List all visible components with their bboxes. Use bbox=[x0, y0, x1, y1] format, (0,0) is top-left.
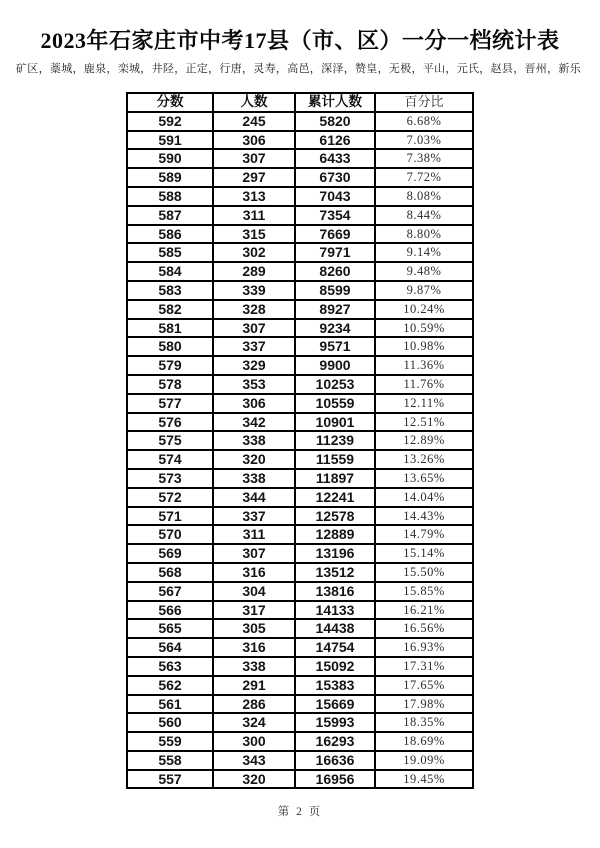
cumulative-count-cell: 6126 bbox=[295, 131, 375, 150]
count-cell: 328 bbox=[213, 300, 295, 319]
column-header-score: 分数 bbox=[127, 93, 213, 112]
table-row bbox=[127, 770, 473, 789]
percentage-cell: 14.04% bbox=[375, 488, 473, 507]
percentage-cell: 17.65% bbox=[375, 676, 473, 695]
score-cell: 560 bbox=[127, 713, 213, 732]
percentage-cell: 9.48% bbox=[375, 262, 473, 281]
score-cell: 586 bbox=[127, 225, 213, 244]
percentage-cell: 14.43% bbox=[375, 507, 473, 526]
percentage-cell: 12.51% bbox=[375, 413, 473, 432]
cumulative-count-cell: 12889 bbox=[295, 525, 375, 544]
score-cell: 565 bbox=[127, 619, 213, 638]
table-row bbox=[127, 563, 473, 582]
cumulative-count-cell: 14754 bbox=[295, 638, 375, 657]
cumulative-count-cell: 6433 bbox=[295, 149, 375, 168]
percentage-cell: 15.85% bbox=[375, 582, 473, 601]
cumulative-count-cell: 7354 bbox=[295, 206, 375, 225]
count-cell: 320 bbox=[213, 770, 295, 789]
table-row bbox=[127, 300, 473, 319]
cumulative-count-cell: 12578 bbox=[295, 507, 375, 526]
score-cell: 558 bbox=[127, 751, 213, 770]
count-cell: 306 bbox=[213, 394, 295, 413]
table-row bbox=[127, 356, 473, 375]
score-cell: 561 bbox=[127, 695, 213, 714]
table-row bbox=[127, 375, 473, 394]
score-cell: 581 bbox=[127, 319, 213, 338]
table-row bbox=[127, 131, 473, 150]
percentage-cell: 15.50% bbox=[375, 563, 473, 582]
table-row bbox=[127, 732, 473, 751]
score-cell: 579 bbox=[127, 356, 213, 375]
score-cell: 559 bbox=[127, 732, 213, 751]
table-row bbox=[127, 112, 473, 131]
percentage-cell: 15.14% bbox=[375, 544, 473, 563]
cumulative-count-cell: 16636 bbox=[295, 751, 375, 770]
score-cell: 591 bbox=[127, 131, 213, 150]
cumulative-count-cell: 13196 bbox=[295, 544, 375, 563]
cumulative-count-cell: 7971 bbox=[295, 243, 375, 262]
count-cell: 304 bbox=[213, 582, 295, 601]
column-header-count: 人数 bbox=[213, 93, 295, 112]
count-cell: 337 bbox=[213, 337, 295, 356]
score-cell: 574 bbox=[127, 450, 213, 469]
column-header-percentage: 百分比 bbox=[375, 93, 473, 112]
count-cell: 306 bbox=[213, 131, 295, 150]
table-row bbox=[127, 413, 473, 432]
count-cell: 329 bbox=[213, 356, 295, 375]
percentage-cell: 16.56% bbox=[375, 619, 473, 638]
cumulative-count-cell: 9900 bbox=[295, 356, 375, 375]
percentage-cell: 10.98% bbox=[375, 337, 473, 356]
percentage-cell: 10.24% bbox=[375, 300, 473, 319]
score-cell: 589 bbox=[127, 168, 213, 187]
percentage-cell: 14.79% bbox=[375, 525, 473, 544]
score-cell: 569 bbox=[127, 544, 213, 563]
table-row bbox=[127, 337, 473, 356]
count-cell: 342 bbox=[213, 413, 295, 432]
table-row bbox=[127, 676, 473, 695]
page-number: 第 2 页 bbox=[277, 806, 323, 819]
count-cell: 353 bbox=[213, 375, 295, 394]
score-cell: 567 bbox=[127, 582, 213, 601]
percentage-cell: 11.36% bbox=[375, 356, 473, 375]
percentage-cell: 6.68% bbox=[375, 112, 473, 131]
cumulative-count-cell: 10559 bbox=[295, 394, 375, 413]
cumulative-count-cell: 7043 bbox=[295, 187, 375, 206]
cumulative-count-cell: 14438 bbox=[295, 619, 375, 638]
percentage-cell: 7.72% bbox=[375, 168, 473, 187]
score-cell: 566 bbox=[127, 601, 213, 620]
table-row bbox=[127, 319, 473, 338]
table-row bbox=[127, 262, 473, 281]
cumulative-count-cell: 15092 bbox=[295, 657, 375, 676]
table-row bbox=[127, 657, 473, 676]
cumulative-count-cell: 11559 bbox=[295, 450, 375, 469]
count-cell: 289 bbox=[213, 262, 295, 281]
cumulative-count-cell: 9234 bbox=[295, 319, 375, 338]
cumulative-count-cell: 16293 bbox=[295, 732, 375, 751]
table-row bbox=[127, 149, 473, 168]
percentage-cell: 10.59% bbox=[375, 319, 473, 338]
count-cell: 300 bbox=[213, 732, 295, 751]
table-row bbox=[127, 431, 473, 450]
table-row bbox=[127, 695, 473, 714]
percentage-cell: 17.31% bbox=[375, 657, 473, 676]
count-cell: 316 bbox=[213, 638, 295, 657]
cumulative-count-cell: 14133 bbox=[295, 601, 375, 620]
table-row bbox=[127, 469, 473, 488]
percentage-cell: 11.76% bbox=[375, 375, 473, 394]
count-cell: 297 bbox=[213, 168, 295, 187]
score-cell: 588 bbox=[127, 187, 213, 206]
score-cell: 557 bbox=[127, 770, 213, 789]
table-row bbox=[127, 751, 473, 770]
table-row bbox=[127, 225, 473, 244]
table-row bbox=[127, 281, 473, 300]
percentage-cell: 8.44% bbox=[375, 206, 473, 225]
percentage-cell: 18.69% bbox=[375, 732, 473, 751]
table-row bbox=[127, 544, 473, 563]
score-cell: 580 bbox=[127, 337, 213, 356]
table-row bbox=[127, 187, 473, 206]
percentage-cell: 12.89% bbox=[375, 431, 473, 450]
percentage-cell: 8.80% bbox=[375, 225, 473, 244]
count-cell: 307 bbox=[213, 319, 295, 338]
score-cell: 572 bbox=[127, 488, 213, 507]
percentage-cell: 19.45% bbox=[375, 770, 473, 789]
percentage-cell: 18.35% bbox=[375, 713, 473, 732]
score-cell: 587 bbox=[127, 206, 213, 225]
cumulative-count-cell: 11239 bbox=[295, 431, 375, 450]
score-cell: 577 bbox=[127, 394, 213, 413]
percentage-cell: 7.03% bbox=[375, 131, 473, 150]
count-cell: 338 bbox=[213, 657, 295, 676]
count-cell: 315 bbox=[213, 225, 295, 244]
percentage-cell: 13.65% bbox=[375, 469, 473, 488]
cumulative-count-cell: 15669 bbox=[295, 695, 375, 714]
table-row bbox=[127, 450, 473, 469]
table-row bbox=[127, 601, 473, 620]
cumulative-count-cell: 13816 bbox=[295, 582, 375, 601]
score-distribution-table bbox=[126, 92, 474, 789]
cumulative-count-cell: 8927 bbox=[295, 300, 375, 319]
percentage-cell: 12.11% bbox=[375, 394, 473, 413]
count-cell: 302 bbox=[213, 243, 295, 262]
count-cell: 286 bbox=[213, 695, 295, 714]
cumulative-count-cell: 10253 bbox=[295, 375, 375, 394]
score-cell: 590 bbox=[127, 149, 213, 168]
count-cell: 339 bbox=[213, 281, 295, 300]
table-row bbox=[127, 713, 473, 732]
count-cell: 311 bbox=[213, 206, 295, 225]
cumulative-count-cell: 10901 bbox=[295, 413, 375, 432]
count-cell: 316 bbox=[213, 563, 295, 582]
table-row bbox=[127, 638, 473, 657]
score-cell: 576 bbox=[127, 413, 213, 432]
score-cell: 584 bbox=[127, 262, 213, 281]
table-row bbox=[127, 206, 473, 225]
score-cell: 568 bbox=[127, 563, 213, 582]
cumulative-count-cell: 9571 bbox=[295, 337, 375, 356]
score-cell: 571 bbox=[127, 507, 213, 526]
count-cell: 305 bbox=[213, 619, 295, 638]
cumulative-count-cell: 8599 bbox=[295, 281, 375, 300]
cumulative-count-cell: 15993 bbox=[295, 713, 375, 732]
count-cell: 337 bbox=[213, 507, 295, 526]
percentage-cell: 8.08% bbox=[375, 187, 473, 206]
score-cell: 562 bbox=[127, 676, 213, 695]
score-cell: 563 bbox=[127, 657, 213, 676]
score-cell: 592 bbox=[127, 112, 213, 131]
cumulative-count-cell: 6730 bbox=[295, 168, 375, 187]
count-cell: 338 bbox=[213, 469, 295, 488]
table-row bbox=[127, 507, 473, 526]
count-cell: 307 bbox=[213, 544, 295, 563]
page-title: 2023年石家庄市中考17县（市、区）一分一档统计表 bbox=[40, 28, 560, 53]
cumulative-count-cell: 13512 bbox=[295, 563, 375, 582]
score-cell: 578 bbox=[127, 375, 213, 394]
column-header-cumulative-count: 累计人数 bbox=[295, 93, 375, 112]
count-cell: 311 bbox=[213, 525, 295, 544]
count-cell: 307 bbox=[213, 149, 295, 168]
percentage-cell: 19.09% bbox=[375, 751, 473, 770]
score-cell: 585 bbox=[127, 243, 213, 262]
percentage-cell: 13.26% bbox=[375, 450, 473, 469]
count-cell: 338 bbox=[213, 431, 295, 450]
table-body bbox=[127, 112, 473, 789]
count-cell: 245 bbox=[213, 112, 295, 131]
table-row bbox=[127, 168, 473, 187]
cumulative-count-cell: 15383 bbox=[295, 676, 375, 695]
table-row bbox=[127, 488, 473, 507]
score-cell: 582 bbox=[127, 300, 213, 319]
score-cell: 573 bbox=[127, 469, 213, 488]
table-header-row bbox=[127, 93, 473, 112]
table-row bbox=[127, 394, 473, 413]
cumulative-count-cell: 8260 bbox=[295, 262, 375, 281]
percentage-cell: 16.21% bbox=[375, 601, 473, 620]
percentage-cell: 9.87% bbox=[375, 281, 473, 300]
count-cell: 313 bbox=[213, 187, 295, 206]
score-cell: 583 bbox=[127, 281, 213, 300]
score-cell: 564 bbox=[127, 638, 213, 657]
county-list: 矿区，藁城，鹿泉，栾城，井陉，正定，行唐，灵寿，高邑，深泽，赞皇，无极，平山，元氏，赵县，晋州，新乐 bbox=[16, 63, 581, 75]
percentage-cell: 16.93% bbox=[375, 638, 473, 657]
table-head bbox=[127, 93, 473, 112]
table-row bbox=[127, 582, 473, 601]
cumulative-count-cell: 16956 bbox=[295, 770, 375, 789]
count-cell: 320 bbox=[213, 450, 295, 469]
count-cell: 344 bbox=[213, 488, 295, 507]
percentage-cell: 9.14% bbox=[375, 243, 473, 262]
count-cell: 291 bbox=[213, 676, 295, 695]
table-row bbox=[127, 525, 473, 544]
cumulative-count-cell: 11897 bbox=[295, 469, 375, 488]
cumulative-count-cell: 12241 bbox=[295, 488, 375, 507]
cumulative-count-cell: 7669 bbox=[295, 225, 375, 244]
count-cell: 343 bbox=[213, 751, 295, 770]
count-cell: 324 bbox=[213, 713, 295, 732]
count-cell: 317 bbox=[213, 601, 295, 620]
score-cell: 575 bbox=[127, 431, 213, 450]
percentage-cell: 7.38% bbox=[375, 149, 473, 168]
table-row bbox=[127, 243, 473, 262]
table-row bbox=[127, 619, 473, 638]
score-cell: 570 bbox=[127, 525, 213, 544]
cumulative-count-cell: 5820 bbox=[295, 112, 375, 131]
percentage-cell: 17.98% bbox=[375, 695, 473, 714]
